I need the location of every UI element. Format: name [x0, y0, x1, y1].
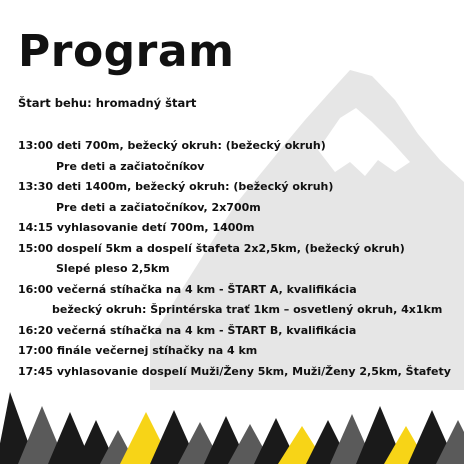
schedule-item: 13:00 deti 700m, bežecký okruh: (bežecký okruh) — [18, 139, 326, 152]
schedule-item: 15:00 dospelí 5km a dospelí štafeta 2x2,5km, (bežecký okruh) — [18, 241, 405, 255]
schedule-item: 14:15 vyhlasovanie detí 700m, 1400m — [18, 221, 255, 234]
schedule-item: 17:45 vyhlasovanie dospelí Muži/Ženy 5km, Muži/Ženy 2,5km, Štafety — [18, 364, 451, 378]
race-start-info: Štart behu: hromadný štart — [18, 96, 197, 110]
page-title: Program — [18, 26, 235, 77]
schedule-item: 16:00 večerná stíhačka na 4 km - ŠTART A, kvalifikácia — [18, 282, 357, 296]
schedule-item: 17:00 finále večernej stíhačky na 4 km — [18, 344, 258, 357]
schedule-list — [18, 136, 451, 382]
schedule-item: 16:20 večerná stíhačka na 4 km - ŠTART B, kvalifikácia — [18, 323, 357, 337]
tree-line-illustration — [0, 380, 464, 464]
schedule-item-note: Pre deti a začiatočníkov — [56, 159, 205, 173]
schedule-item-note: Pre deti a začiatočníkov, 2x700m — [56, 200, 261, 214]
schedule-item-note: bežecký okruh: Šprintérska trať 1km – osvetlený okruh, 4x1km — [52, 303, 443, 316]
schedule-item: 13:30 deti 1400m, bežecký okruh: (bežecký okruh) — [18, 180, 334, 193]
schedule-item-note: Slepé pleso 2,5km — [56, 262, 170, 275]
